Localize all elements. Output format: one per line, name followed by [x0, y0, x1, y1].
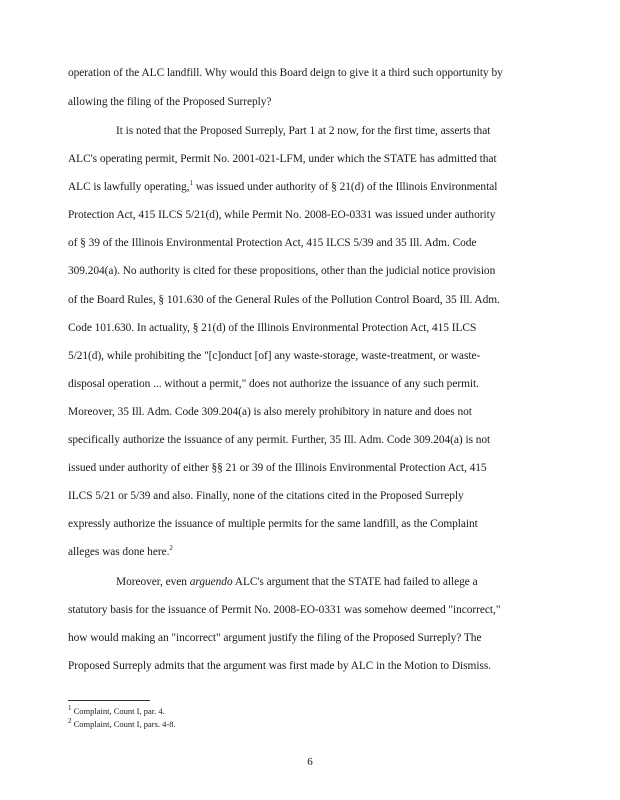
body-line: allowing the filing of the Proposed Surreply? — [68, 96, 272, 108]
body-line: Protection Act, 415 ILCS 5/21(d), while Permit No. 2008-EO-0331 was issued under authority — [68, 209, 496, 221]
footnote-number: 2 — [68, 717, 72, 726]
body-text: ALC's argument that the STATE had failed to allege a — [232, 576, 478, 588]
footnote-text: Complaint, Count I, pars. 4-8. — [71, 719, 176, 729]
body-line: of the Board Rules, § 101.630 of the General Rules of the Pollution Control Board, 35 Ill. Adm. — [68, 294, 500, 306]
body-line: 309.204(a). No authority is cited for these propositions, other than the judicial notice provision — [68, 265, 496, 277]
body-line: ALC's operating permit, Permit No. 2001-021-LFM, under which the STATE has admitted that — [68, 153, 497, 165]
body-line: disposal operation ... without a permit," does not authorize the issuance of any such permit. — [68, 378, 479, 390]
footnote — [68, 706, 165, 716]
body-line — [68, 545, 173, 559]
body-text: Moreover, even — [116, 576, 187, 588]
page-number: 6 — [307, 756, 313, 768]
footnote — [68, 719, 176, 729]
body-text: ALC is lawfully operating, — [68, 181, 190, 193]
body-line: of § 39 of the Illinois Environmental Protection Act, 415 ILCS 5/39 and 35 Ill. Adm. Code — [68, 237, 477, 249]
body-line: 5/21(d), while prohibiting the "[c]onduct [of] any waste-storage, waste-treatment, or waste- — [68, 350, 481, 362]
body-line: how would making an "incorrect" argument justify the filing of the Proposed Surreply? The — [68, 632, 482, 644]
body-line — [116, 575, 478, 589]
body-line: issued under authority of either §§ 21 or 39 of the Illinois Environmental Protection Act, 415 — [68, 462, 487, 474]
body-line: operation of the ALC landfill. Why would this Board deign to give it a third such opportunity by — [68, 67, 503, 79]
body-line: ILCS 5/21 or 5/39 and also. Finally, none of the citations cited in the Proposed Surreply — [68, 490, 464, 502]
footnote-divider — [68, 700, 150, 701]
body-line: Proposed Surreply admits that the argument was first made by ALC in the Motion to Dismiss. — [68, 660, 492, 672]
body-line: Code 101.630. In actuality, § 21(d) of the Illinois Environmental Protection Act, 415 ILCS — [68, 322, 477, 334]
italic-term: arguendo — [189, 576, 233, 588]
footnote-number: 1 — [68, 704, 72, 713]
body-text: alleges was done here. — [68, 546, 170, 558]
footnote-text: Complaint, Count I, par. 4. — [71, 706, 165, 716]
footnote-ref: 1 — [189, 179, 193, 188]
body-text: was issued under authority of § 21(d) of the Illinois Environmental — [192, 181, 498, 193]
body-line: specifically authorize the issuance of any permit. Further, 35 Ill. Adm. Code 309.204(a) is not — [68, 434, 491, 446]
body-line: Moreover, 35 Ill. Adm. Code 309.204(a) is also merely prohibitory in nature and does not — [68, 406, 472, 418]
body-line: It is noted that the Proposed Surreply, Part 1 at 2 now, for the first time, asserts that — [116, 125, 491, 137]
body-line: expressly authorize the issuance of multiple permits for the same landfill, as the Complaint — [68, 518, 478, 530]
footnote-ref: 2 — [169, 544, 173, 553]
body-line: statutory basis for the issuance of Permit No. 2008-EO-0331 was somehow deemed "incorrect," — [68, 604, 501, 616]
body-line — [68, 180, 497, 194]
